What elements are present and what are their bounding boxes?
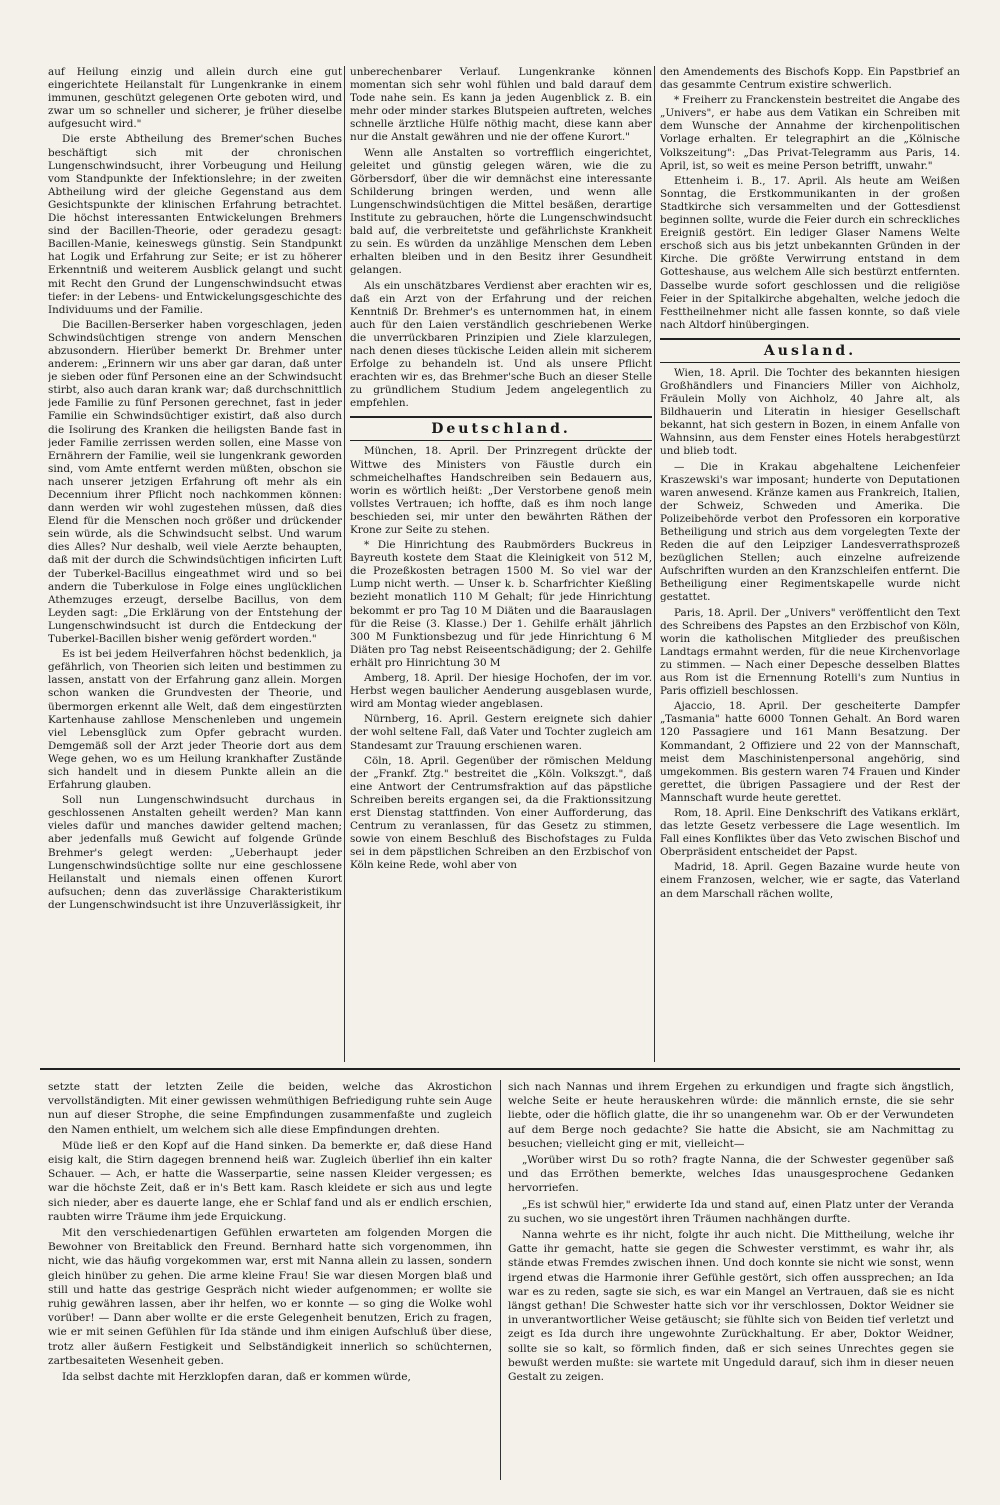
paragraph: unberechenbarer Verlauf. Lungenkranke können momentan sich sehr wohl fühlen und bald darauf dem Tode nahe sein. Es kann ja jeden Augenblick z. B. ein mehr oder minder starkes Blutspeien auftreten, welches schnelle ärztliche Hülfe nöthig macht, diese kann aber nur die Anstalt gewähren und nie der offene Kurort."	[350, 66, 652, 144]
top-section	[40, 66, 960, 1062]
paragraph: Soll nun Lungenschwindsucht durchaus in geschlossenen Anstalten geheilt werden? Man kann vieles dafür und manches dawider geltend machen; aber jedenfalls muß Gewicht auf folgende Gründe Brehmer's gelegt werden: „Ueberhaupt jeder Lungenschwindsüchtige sollte nur eine geschlossene Heilanstalt und niemals einen offenen Kurort aufsuchen; denn das zuverlässige Charakteristikum der Lungenschwindsucht ist ihre Unzuverlässigkeit, ihr	[48, 794, 342, 911]
paragraph: Nanna wehrte es ihr nicht, folgte ihr auch nicht. Die Mittheilung, welche ihr Gatte ihr gemacht, hatte sie gegen die Schwester verstimmt, es wahr ihr, als stände etwas Fremdes zwischen ihnen. Und doch konnte sie nicht wie sonst, wenn irgend etwas die Harmonie ihrer Gefühle gestört, sich offen aussprechen; an Ida war es zu reden, sagte sie sich, es war ein Mangel an Vertrauen, daß sie es nicht längst gethan! Die Schwester hatte sich vor ihr verschlossen, Doktor Weidner sie in unverantwortlicher Weise getäuscht; sie fühlte sich von Beiden tief verletzt und zeigt es Ida durch ihre ungewohnte Zurückhaltung. Er aber, Doktor Weidner, sollte sie so kalt, so förmlich finden, daß er sich seines Unrechtes gegen sie bewußt werden mußte: sie wartete mit Ungeduld darauf, sich ihm in dieser neuen Gestalt zu zeigen.	[508, 1229, 954, 1384]
news-item: Rom, 18. April. Eine Denkschrift des Vatikans erklärt, das letzte Gesetz verbessere die Lage wesentlich. Im Fall eines Konfliktes über das Veto zwischen Bischof und Oberpräsident entscheidet der Papst.	[660, 806, 960, 859]
section-heading-ausland: Ausland.	[660, 338, 960, 363]
news-item: * Freiherr zu Franckenstein bestreitet die Angabe des „Univers", er habe aus dem Vatikan ein Schreiben mit dem Wunsche der Annahme der kirchenpolitischen Vorlage erhalten. Er telegraphirt an die „Kölnische Volkszeitung": „Das Privat-Telegramm aus Paris, 14. April, ist, so weit es meine Person betrifft, unwahr."	[660, 94, 960, 172]
news-item: Amberg, 18. April. Der hiesige Hochofen, der im vor. Herbst wegen baulicher Aenderung ausgeblasen wurde, wird am Montag wieder angeblasen.	[350, 672, 652, 711]
column-divider	[344, 66, 345, 1062]
paragraph: setzte statt der letzten Zeile die beiden, welche das Akrostichon vervollständigten. Mit einer gewissen wehmüthigen Befriedigung ruhte sein Auge nun auf dieser Strophe, die seine Empfindungen zusammenfaßte und zugleich den Namen enthielt, um welchem sich alle diese Empfindungen drehten.	[48, 1081, 492, 1136]
paragraph: Als ein unschätzbares Verdienst aber erachten wir es, daß ein Arzt von der Erfahrung und der reichen Kenntniß Dr. Brehmer's es unternommen hat, in einem auch für den Laien verständlich geschriebenen Werke die unverrückbaren Prinzipien und Ziele klarzulegen, nach denen dieses tückische Leiden allein mit sicherem Erfolge zu behandeln ist. Und als unsere Pflicht erachten wir es, das Brehmer'sche Buch an dieser Stelle zu gründlichem Studium Jedem angelegentlich zu empfehlen.	[350, 279, 652, 410]
paragraph: Ida selbst dachte mit Herzklopfen daran, daß er kommen würde,	[62, 1371, 411, 1384]
news-item: Nürnberg, 16. April. Gestern ereignete sich dahier der wohl seltene Fall, daß Vater und Tochter zugleich am Standesamt zur Trauung erschienen waren.	[350, 713, 652, 752]
paragraph: „Es ist schwül hier," erwiderte Ida und stand auf, einen Platz unter der Veranda zu suchen, wo sie ungestört ihren Träumen nachhängen durfte.	[508, 1198, 954, 1225]
column-divider	[654, 66, 655, 1062]
news-item: Madrid, 18. April. Gegen Bazaine wurde heute von einem Franzosen, welcher, wie er sagte, das Vaterland an dem Marschall rächen wollte,	[660, 861, 960, 900]
paragraph: Müde ließ er den Kopf auf die Hand sinken. Da bemerkte er, daß diese Hand eisig kalt, die Stirn dagegen brennend heiß war. Zugleich überlief ihn ein kalter Schauer. — Ach, er hatte die Wasserpartie, seine nassen Kleider vergessen; es war die höchste Zeit, daß er in's Bett kam. Rasch kleidete er sich aus und legte sich nieder, aber es dauerte lange, ehe er Schlaf fand und als er endlich erschien, raubten wirre Träume ihm jede Erquickung.	[48, 1139, 492, 1223]
column-3	[660, 66, 960, 1062]
feuilleton-section	[48, 1080, 954, 1480]
paragraph: sich nach Nannas und ihrem Ergehen zu erkundigen und fragte sich ängstlich, welche Seite er heute herauskehren würde: die männlich ernste, die sie sehr liebte, oder die höflich glatte, die ihr so unangenehm war. Ob er der Verwundeten auf dem Berge noch gedachte? Sie hatte die Absicht, sie am Nachmittag zu besuchen; vielleicht ging er mit, vielleicht—	[508, 1081, 954, 1150]
section-heading-deutschland: Deutschland.	[350, 416, 652, 441]
paragraph: „Worüber wirst Du so roth? fragte Nanna, die der Schwester gegenüber saß und das Erröthen bemerkte, welches Idas unausgesprochene Gedanken hervorriefen.	[508, 1154, 954, 1195]
news-item: Paris, 18. April. Der „Univers" veröffentlicht den Text des Schreibens des Papstes an den Erzbischof von Köln, worin die katholischen Mitglieder des preußischen Landtags ermahnt werden, für die neue Kirchenvorlage zu stimmen. — Nach einer Depesche desselben Blattes aus Rom ist die Ernennung Rotelli's zum Nuntius in Paris offiziell beschlossen.	[660, 606, 960, 698]
paragraph: Mit den verschiedenartigen Gefühlen erwarteten am folgenden Morgen die Bewohner von Breitablick den Freund. Bernhard hatte sich vorgenommen, ihn nicht, wie das häufig vorgekommen war, erst mit Nanna allein zu lassen, sondern gleich hinüber zu gehen. Die arme kleine Frau! Sie war diesen Morgen blaß und still und hatte das gestrige Gespräch nicht wieder aufgenommen; er wollte sie ruhig gewähren lassen, aber ihr helfen, wo er konnte — so ging die Wolke wohl vorüber! — Dann aber wollte er die erste Gelegenheit benutzen, Erich zu fragen, wie er mit seinen Gefühlen für Ida stände und ihm einigen Aufschluß über diese, trotz aller äußern Festigkeit und Selbständigkeit innerlich so schüchternen, zartbesaiteten Wesenheit geben.	[48, 1227, 492, 1367]
news-item: Cöln, 18. April. Gegenüber der römischen Meldung der „Frankf. Ztg." bestreitet die „Köln. Volkszgt.", daß eine Antwort der Centrumsfraktion auf das päpstliche Schreiben bereits ergangen sei, da die Fraktionssitzung erst Dienstag stattfinden. Von einer Aufforderung, das Centrum zu veranlassen, für das Gesetz zu stimmen, sowie von einem Beschluß des Bischofstages zu Fulda sei in dem päpstlichen Schreiben an den Erzbischof von Köln keine Rede, wohl aber von	[350, 754, 652, 872]
column-2	[350, 66, 652, 1062]
news-item: Ettenheim i. B., 17. April. Als heute am Weißen Sonntag, die Erstkommunikanten in der großen Stadtkirche sich versammelten und der Gottesdienst beginnen sollte, wurde die Feier durch ein schreckliches Ereigniß gestört. Ein lediger Glaser Namens Welte erschoß sich aus bis jetzt unbekannten Gründen in der Kirche. Die größte Verwirrung entstand in dem Gotteshause, aus welchem Alle sich bestürzt entfernten. Dasselbe wurde sofort geschlossen und die religiöse Feier in der Spitalkirche abgehalten, welche jedoch die Festtheilnehmer nicht alle fassen konnte, so daß viele nach Altdorf hinübergingen.	[660, 174, 960, 331]
feuilleton-column-2	[508, 1080, 954, 1480]
paragraph: auf Heilung einzig und allein durch eine gut eingerichtete Heilanstalt für Lungenkranke in einem immunen, geschützt gelegenen Orte geboten wird, und zwar um so schneller und sicherer, je früher dieselbe aufgesucht wird."	[48, 66, 342, 131]
feuilleton-divider	[40, 1068, 960, 1070]
column-divider	[500, 1080, 501, 1480]
news-item: * Die Hinrichtung des Raubmörders Buckreus in Bayreuth kostete dem Staat die Kleinigkeit von 512 M, die Prozeßkosten betragen 1500 M. So viel war der Lump nicht werth. — Unser k. b. Scharfrichter Kießling bezieht monatlich 110 M Gehalt; für jede Hinrichtung bekommt er pro Tag 10 M Diäten und die Baarauslagen für die Reise (3. Klasse.) Der 1. Gehilfe erhält jährlich 300 M Funktionsbezug und für jede Hinrichtung 6 M Diäten pro Tag nebst Reiseentschädigung; der 2. Gehilfe erhält pro Hinrichtung 30 M	[350, 539, 652, 669]
feuilleton-column-1	[48, 1080, 492, 1480]
news-item: — Die in Krakau abgehaltene Leichenfeier Kraszewski's war imposant; hunderte von Deputationen waren anwesend. Kränze kamen aus Frankreich, Italien, der Schweiz, Schweden und Amerika. Die Polizeibehörde verbot den Professoren ein korporative Betheiligung und strich aus dem vorgelegten Texte der Reden die auf den Leipziger Landesverrathsprozeß bezüglichen Stellen; auch einzelne aufreizende Aufschriften wurden an den Kranzschleifen entfernt. Die Betheiligung einer Regimentskapelle wurde nicht gestattet.	[660, 460, 960, 604]
news-item: München, 18. April. Der Prinzregent drückte der Wittwe des Ministers von Fäustle durch ein schmeichelhaftes Handschreiben sein Bedauern aus, worin es wörtlich heißt: „Der Verstorbene genoß mein vollstes Vertrauen; ich hoffte, daß es ihm noch lange beschieden sei, mir unter den bewährten Räthen der Krone zur Seite zu stehen.	[350, 445, 652, 536]
news-item: Wien, 18. April. Die Tochter des bekannten hiesigen Großhändlers und Financiers Miller von Aichholz, Fräulein Molly von Aichholz, 40 Jahre alt, als Bildhauerin und Literatin in hiesiger Gesellschaft bekannt, hat sich gestern in Bozen, in einem Anfalle von Wahnsinn, aus dem Fenster eines Hotels herabgestürzt und blieb todt.	[660, 366, 960, 458]
paragraph: Die erste Abtheilung des Bremer'schen Buches beschäftigt sich mit der chronischen Lungenschwindsucht, ihrer Vorbeugung und Heilung vom Standpunkte der Infektionslehre; in der zweiten Abtheilung wird der gleiche Gegenstand aus dem Gesichtspunkte der klinischen Erfahrung betrachtet. Die höchst interessanten Entwickelungen Brehmers sind der Bacillen-Theorie, oder geradezu gesagt: Bacillen-Manie, keineswegs günstig. Sein Standpunkt hat Logik und Erfahrung zur Seite; er ist zu höherer Erkenntniß und weiterem Ausblick gelangt und sucht mit Recht den Grund der Lungenschwindsucht etwas tiefer: in der Lebens- und Entwickelungsgeschichte des Individuums und der Familie.	[48, 133, 342, 316]
paragraph: den Amendements des Bischofs Kopp. Ein Papstbrief an das gesammte Centrum existire schwerlich.	[660, 66, 960, 92]
news-item: Ajaccio, 18. April. Der gescheiterte Dampfer „Tasmania" hatte 6000 Tonnen Gehalt. An Bord waren 120 Passagiere und 161 Mann Besatzung. Der Kommandant, 2 Offiziere und 22 von der Mannschaft, meist dem Maschinistenpersonal angehörig, sind umgekommen. Bis gestern waren 74 Frauen und Kinder gerettet, die übrigen Passagiere und der Rest der Mannschaft wurde heute gerettet.	[660, 700, 960, 804]
paragraph: Die Bacillen-Berserker haben vorgeschlagen, jeden Schwindsüchtigen strenge von andern Menschen abzusondern. Hierüber bemerkt Dr. Brehmer unter anderem: „Erinnern wir uns aber gar daran, daß unter je sieben oder fünf Personen eine an der Schwindsucht stirbt, also auch daran krank war; daß durchschnittlich jede Familie zu fünf Personen gerechnet, fast in jeder Familie ein Schwindsüchtiger existirt, daß also durch die Isolirung des Kranken die heiligsten Bande fast in jeder Familie zerrissen werden sollen, eine Masse von Ernährern der Familie, weil sie lungenkrank geworden sind, vom Amte entfernt werden müßten, obschon sie nach unserer jetzigen Erfahrung oft mehr als ein Decennium ihrer Pflicht noch nachkommen können: dann werden wir wohl zugestehen müssen, daß dies Elend für die Menschen noch größer und drückender sein würde, als die Schwindsucht selbst. Und warum dies Alles? Nur deshalb, weil viele Aerzte behaupten, daß mit der durch die Schwindsüchtigen inficirten Luft der Tuberkel-Bacillus eingeathmet wird und so bei andern die Tuberkulose in Folge eines unglücklichen Athemzuges erzeugt, derselbe Bacillus, von dem Leyden sagt: „Die Erklärung von der Entstehung der Lungenschwindsucht ist durch die Entdeckung der Tuberkel-Bacillen bisher wenig gefördert worden."	[48, 318, 342, 646]
paragraph: Es ist bei jedem Heilverfahren höchst bedenklich, ja gefährlich, von Theorien sich leiten und bestimmen zu lassen, anstatt von der Erfahrung ganz allein. Morgen schon wanken die Grundvesten der Theorie, und übermorgen erkennt alle Welt, daß dem eingestürzten Kartenhause zahllose Menschenleben und ungemein viel Lebensglück zum Opfer gebracht wurden. Demgemäß soll der Arzt jeder Theorie dort aus dem Wege gehen, wo es um Heilung krankhafter Zustände sich handelt und in diesem Punkte allein an die Erfahrung glauben.	[48, 648, 342, 792]
paragraph: Wenn alle Anstalten so vortrefflich eingerichtet, geleitet und günstig gelegen wären, wie die zu Görbersdorf, über die wir demnächst eine interessante Schilderung bringen werden, und wenn alle Lungenschwindsüchtigen die Mittel besäßen, derartige Institute zu gebrauchen, hörte die Lungenschwindsucht bald auf, die verbreitetste und gefährlichste Krankheit zu sein. Es würden da unzählige Menschen dem Leben erhalten bleiben und in den Besitz ihrer Gesundheit gelangen.	[350, 146, 652, 277]
column-1	[48, 66, 342, 1062]
